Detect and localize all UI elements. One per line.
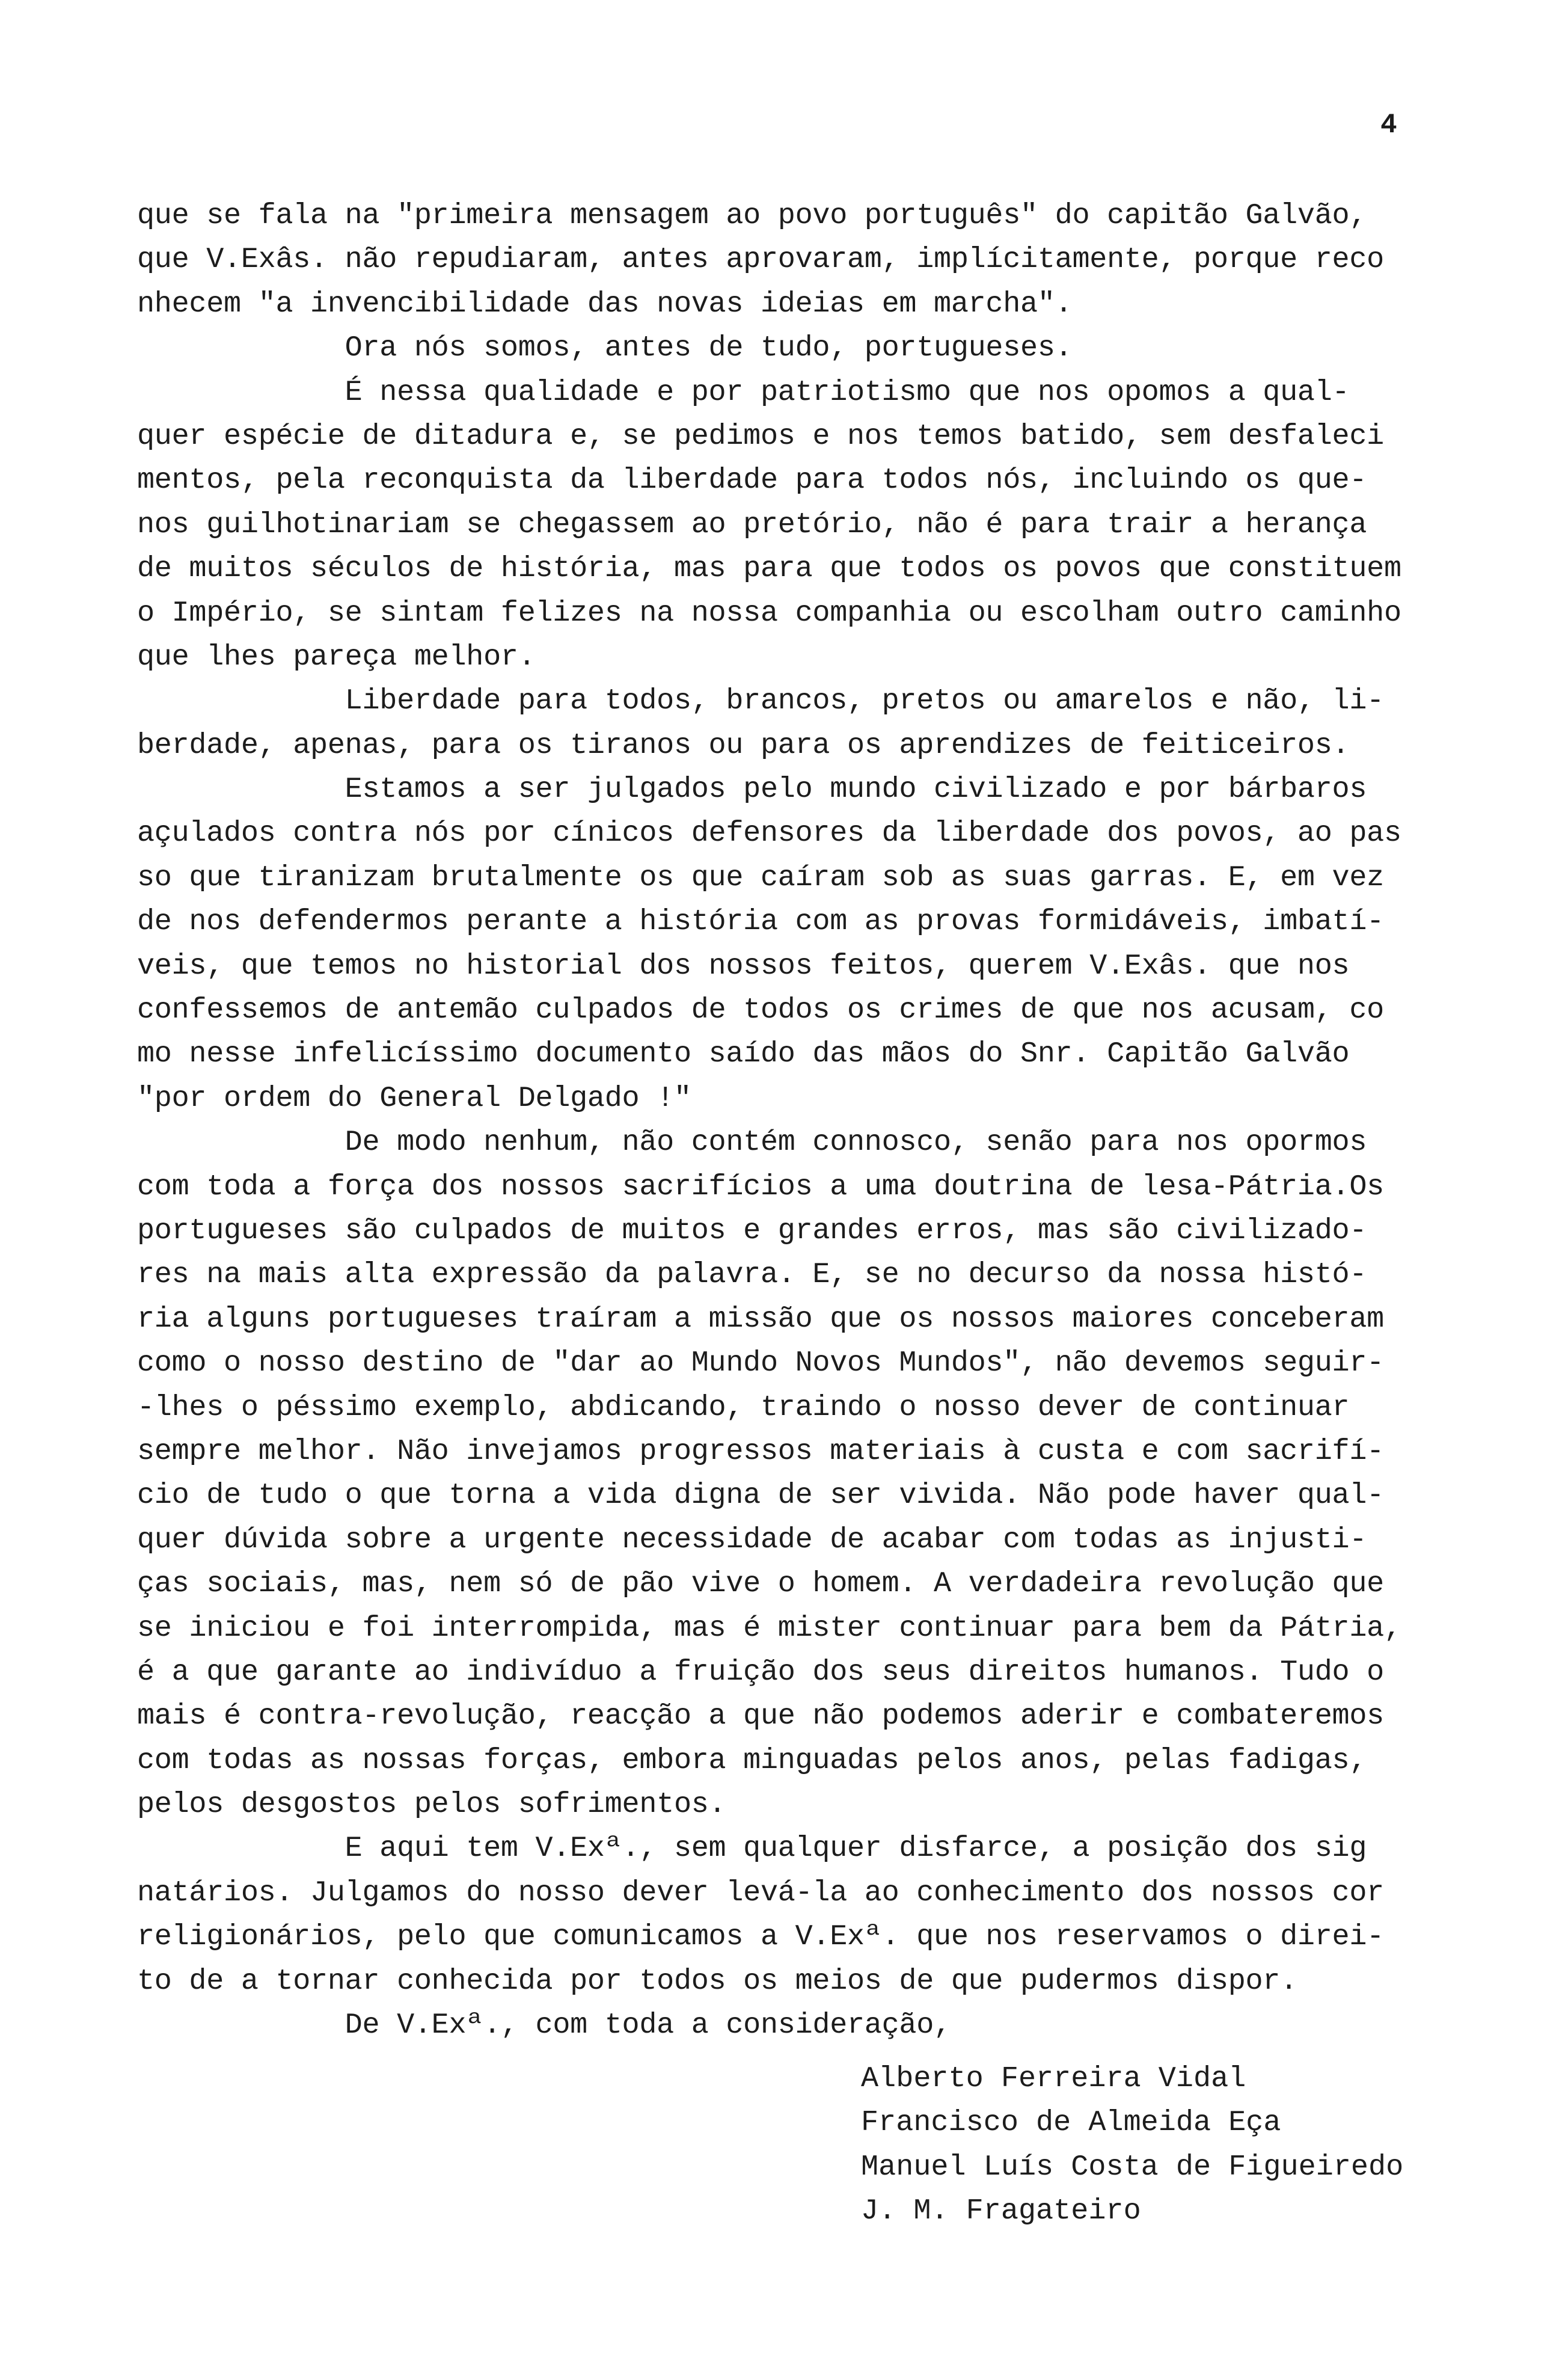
body-line: berdade, apenas, para os tiranos ou para os aprendizes de feiticeiros.: [137, 728, 1350, 762]
body-line: mentos, pela reconquista da liberdade para todos nós, incluindo os que-: [137, 464, 1367, 497]
body-line: Ora nós somos, antes de tudo, portugueses.: [137, 331, 1073, 365]
body-line: pelos desgostos pelos sofrimentos.: [137, 1788, 726, 1822]
body-line: açulados contra nós por cínicos defensores da liberdade dos povos, ao pas: [137, 817, 1401, 850]
body-line: De modo nenhum, não contém connosco, senão para nos opormos: [137, 1126, 1367, 1159]
signatory-name: Francisco de Almeida Eça: [861, 2106, 1281, 2140]
signatory-name: Alberto Ferreira Vidal: [861, 2062, 1246, 2095]
body-line: E aqui tem V.Exª., sem qualquer disfarce, a posição dos sig: [137, 1832, 1367, 1865]
body-line: quer espécie de ditadura e, se pedimos e nos temos batido, sem desfaleci: [137, 419, 1384, 453]
body-line: se iniciou e foi interrompida, mas é mister continuar para bem da Pátria,: [137, 1611, 1401, 1645]
page-number: 4: [1380, 109, 1397, 141]
body-line: res na mais alta expressão da palavra. E, se no decurso da nossa histó-: [137, 1258, 1367, 1292]
body-line: cio de tudo o que torna a vida digna de ser vivida. Não pode haver qual-: [137, 1479, 1384, 1512]
body-line: portugueses são culpados de muitos e grandes erros, mas são civilizado-: [137, 1214, 1367, 1247]
body-line: é a que garante ao indivíduo a fruição dos seus direitos humanos. Tudo o: [137, 1655, 1384, 1689]
body-line: -lhes o péssimo exemplo, abdicando, traindo o nosso dever de continuar: [137, 1390, 1350, 1424]
body-line: religionários, pelo que comunicamos a V.Exª. que nos reservamos o direi-: [137, 1920, 1384, 1954]
body-line: É nessa qualidade e por patriotismo que nos opomos a qual-: [137, 375, 1350, 409]
body-line: Estamos a ser julgados pelo mundo civilizado e por bárbaros: [137, 773, 1367, 806]
body-line: que V.Exâs. não repudiaram, antes aprovaram, implícitamente, porque reco: [137, 243, 1384, 277]
body-line: o Império, se sintam felizes na nossa companhia ou escolham outro caminho: [137, 596, 1401, 630]
body-line: de muitos séculos de história, mas para que todos os povos que constituem: [137, 552, 1401, 586]
body-line: mo nesse infelicíssimo documento saído das mãos do Snr. Capitão Galvão: [137, 1037, 1350, 1071]
body-line: Liberdade para todos, brancos, pretos ou amarelos e não, li-: [137, 684, 1384, 718]
body-line: nhecem "a invencibilidade das novas ideias em marcha".: [137, 287, 1073, 321]
body-line: confessemos de antemão culpados de todos os crimes de que nos acusam, co: [137, 993, 1384, 1027]
body-line: quer dúvida sobre a urgente necessidade de acabar com todas as injusti-: [137, 1523, 1367, 1556]
body-line: ças sociais, mas, nem só de pão vive o homem. A verdadeira revolução que: [137, 1567, 1384, 1601]
body-line: que se fala na "primeira mensagem ao povo português" do capitão Galvão,: [137, 199, 1367, 232]
body-line: ria alguns portugueses traíram a missão que os nossos maiores conceberam: [137, 1302, 1384, 1336]
body-line: nos guilhotinariam se chegassem ao pretório, não é para trair a herança: [137, 508, 1367, 541]
signature-block: [861, 2057, 1462, 2233]
body-line: natários. Julgamos do nosso dever levá-la ao conhecimento dos nossos cor: [137, 1876, 1384, 1909]
body-line: veis, que temos no historial dos nossos feitos, querem V.Exâs. que nos: [137, 949, 1350, 983]
body-line: de nos defendermos perante a história com as provas formidáveis, imbatí-: [137, 905, 1384, 939]
body-line: "por ordem do General Delgado !": [137, 1081, 691, 1115]
body-line: mais é contra-revolução, reacção a que não podemos aderir e combateremos: [137, 1699, 1384, 1733]
body-line: so que tiranizam brutalmente os que caíram sob as suas garras. E, em vez: [137, 861, 1384, 894]
body-line: De V.Exª., com toda a consideração,: [137, 2009, 951, 2042]
body-line: como o nosso destino de "dar ao Mundo Novos Mundos", não devemos seguir-: [137, 1346, 1384, 1380]
letter-body: [137, 194, 1496, 2047]
body-line: to de a tornar conhecida por todos os meios de que pudermos dispor.: [137, 1964, 1297, 1998]
body-line: que lhes pareça melhor.: [137, 640, 536, 674]
signatory-name: J. M. Fragateiro: [861, 2194, 1141, 2228]
body-line: sempre melhor. Não invejamos progressos materiais à custa e com sacrifí-: [137, 1434, 1384, 1468]
body-line: com todas as nossas forças, embora minguadas pelos anos, pelas fadigas,: [137, 1743, 1367, 1777]
signatory-name: Manuel Luís Costa de Figueiredo: [861, 2150, 1404, 2184]
body-line: com toda a força dos nossos sacrifícios a uma doutrina de lesa-Pátria.Os: [137, 1170, 1384, 1203]
